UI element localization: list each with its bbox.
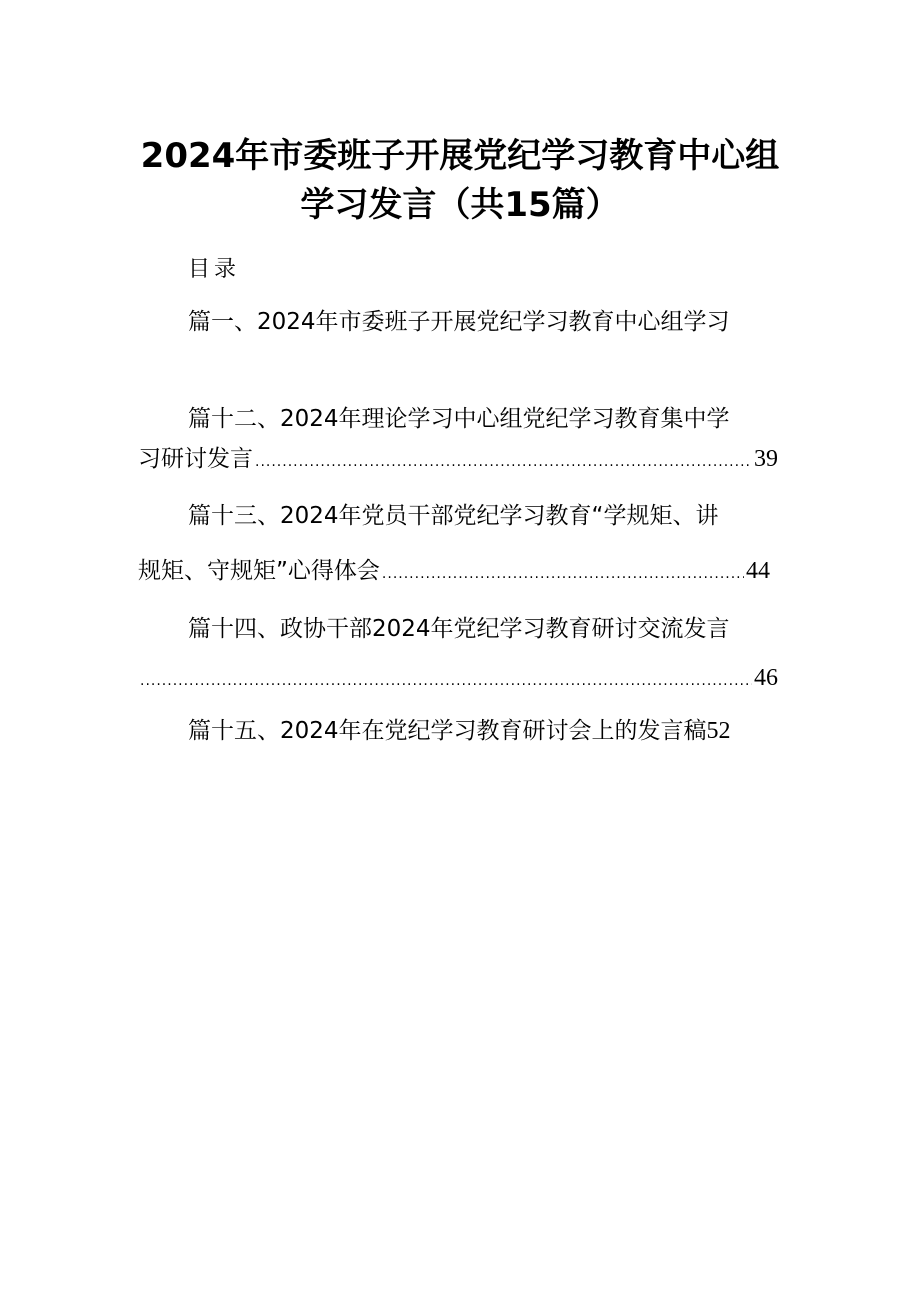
toc-entry-13-title[interactable]: 篇十三、2024年党员干部党纪学习教育“学规矩、讲: [188, 503, 719, 529]
toc-entry-15-page-number: 52: [706, 718, 731, 744]
toc-entry-1-title[interactable]: 篇一、2024年市委班子开展党纪学习教育中心组学习: [188, 309, 730, 335]
toc-entry-13-leader-line[interactable]: [138, 556, 770, 589]
toc-entry-13-title-cont: 规矩、守规矩”心得体会: [138, 558, 380, 584]
toc-entry-12-page-number: 39: [754, 446, 778, 472]
toc-heading: 目录: [188, 257, 241, 282]
toc-entry-12-title[interactable]: 篇十二、2024年理论学习中心组党纪学习教育集中学: [188, 406, 730, 432]
document-title-line-1: 2024年市委班子开展党纪学习教育中心组: [140, 136, 780, 176]
toc-entry-14-leader-line[interactable]: [138, 663, 778, 696]
toc-entry-15-title: 篇十五、2024年在党纪学习教育研讨会上的发言稿: [188, 718, 707, 744]
toc-entry-13-dot-leader: [382, 559, 744, 589]
toc-entry-13-page-number: 44: [746, 558, 770, 584]
toc-entry-14-dot-leader: [140, 666, 752, 696]
toc-entry-12-leader-line[interactable]: [138, 444, 778, 477]
document-title-line-2: 学习发言（共15篇）: [300, 185, 620, 225]
toc-entry-15-line[interactable]: [188, 716, 731, 746]
toc-entry-12-dot-leader: [255, 447, 752, 477]
toc-entry-14-page-number: 46: [754, 665, 778, 691]
toc-entry-12-title-cont: 习研讨发言: [138, 446, 253, 472]
toc-entry-14-title[interactable]: 篇十四、政协干部2024年党纪学习教育研讨交流发言: [188, 616, 730, 642]
